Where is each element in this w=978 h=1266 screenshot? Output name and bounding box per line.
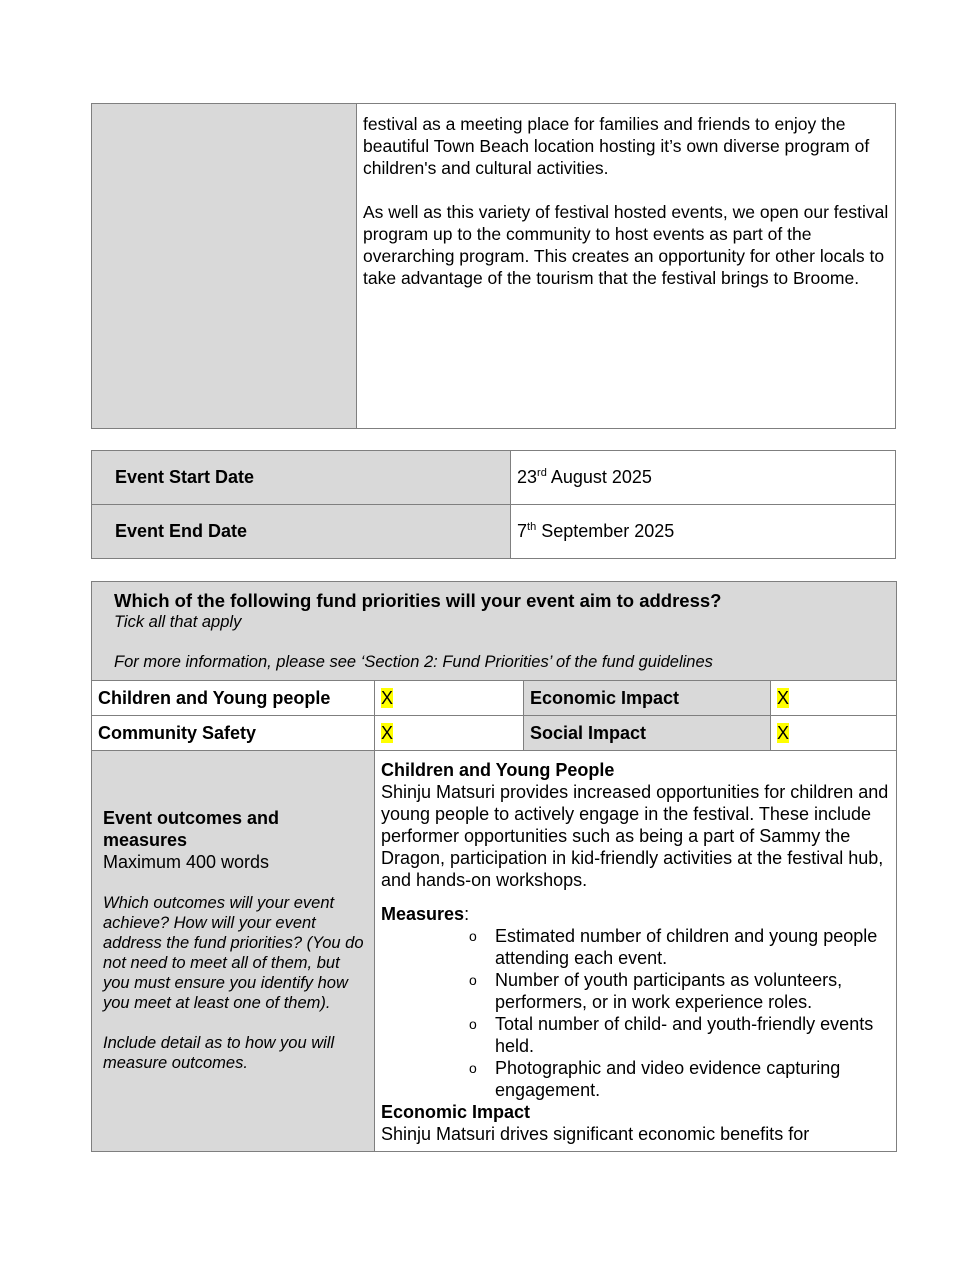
priority-mark-community-safety[interactable]: X xyxy=(375,716,524,751)
priority-label-children: Children and Young people xyxy=(92,681,375,716)
outcomes-answer-cell xyxy=(375,751,897,1152)
event-end-date-label: Event End Date xyxy=(92,505,511,559)
section-title-economic: Economic Impact xyxy=(381,1102,531,1122)
event-start-date-value: 23rd August 2025 xyxy=(511,451,896,505)
outcomes-word-limit: Maximum 400 words xyxy=(103,852,270,872)
event-start-date-label: Event Start Date xyxy=(92,451,511,505)
list-item: o Total number of child- and youth-friendly events held. xyxy=(469,1014,874,1056)
fund-priorities-table xyxy=(91,581,897,1152)
description-paragraph: As well as this variety of festival hosted events, we open our festival program up to the community to host events as part of the overarching program. This creates an opportunity for other locals to take advantage of the tourism that the festival brings to Broome. xyxy=(363,202,889,288)
list-item: o Estimated number of children and young people attending each event. xyxy=(469,926,878,968)
description-paragraph: festival as a meeting place for families and friends to enjoy the beautiful Town Beach location hosting it’s own diverse program of children's and cultural activities. xyxy=(363,114,870,178)
description-label-cell xyxy=(92,104,357,429)
event-dates-table xyxy=(91,450,896,559)
priorities-tick-note: Tick all that apply xyxy=(114,613,242,631)
section-text-children: Shinju Matsuri provides increased opportunities for children and young people to actively engage in the festival. These include performer opportunities such as being a part of Sammy the Dragon, participation in kid-friendly activities at the festival hub, and hands-on workshops. xyxy=(381,782,889,890)
bullet-icon: o xyxy=(469,1016,477,1032)
bullet-icon: o xyxy=(469,972,477,988)
description-cell xyxy=(357,104,896,429)
outcomes-title: Event outcomes and measures xyxy=(103,808,280,850)
list-item: o Photographic and video evidence capturing engagement. xyxy=(469,1058,841,1100)
outcomes-help: Which outcomes will your event achieve? How will your event address the fund priorities? (You do not need to meet all of them, but you must ensure you identify how you meet at least one of them). xyxy=(103,894,364,1012)
priority-label-community-safety: Community Safety xyxy=(92,716,375,751)
priorities-info-note: For more information, please see ‘Section 2: Fund Priorities’ of the fund guidelines xyxy=(114,653,713,671)
priorities-header xyxy=(92,582,897,681)
priority-mark-children[interactable]: X xyxy=(375,681,524,716)
description-table xyxy=(91,103,896,429)
priority-mark-social[interactable]: X xyxy=(771,716,897,751)
bullet-icon: o xyxy=(469,928,477,944)
bullet-icon: o xyxy=(469,1060,477,1076)
outcomes-detail: Include detail as to how you will measure outcomes. xyxy=(103,1034,335,1072)
measures-list xyxy=(381,925,890,1101)
priority-label-economic: Economic Impact xyxy=(524,681,771,716)
section-text-economic: Shinju Matsuri drives significant economic benefits for xyxy=(381,1124,810,1144)
section-title-children: Children and Young People xyxy=(381,760,615,780)
list-item: o Number of youth participants as volunteers, performers, or in work experience roles. xyxy=(469,970,843,1012)
measures-heading: Measures: xyxy=(381,904,470,924)
priorities-question: Which of the following fund priorities will your event aim to address? xyxy=(114,590,722,611)
priority-label-social: Social Impact xyxy=(524,716,771,751)
priority-mark-economic[interactable]: X xyxy=(771,681,897,716)
outcomes-label-cell xyxy=(92,751,375,1152)
event-end-date-value: 7th September 2025 xyxy=(511,505,896,559)
